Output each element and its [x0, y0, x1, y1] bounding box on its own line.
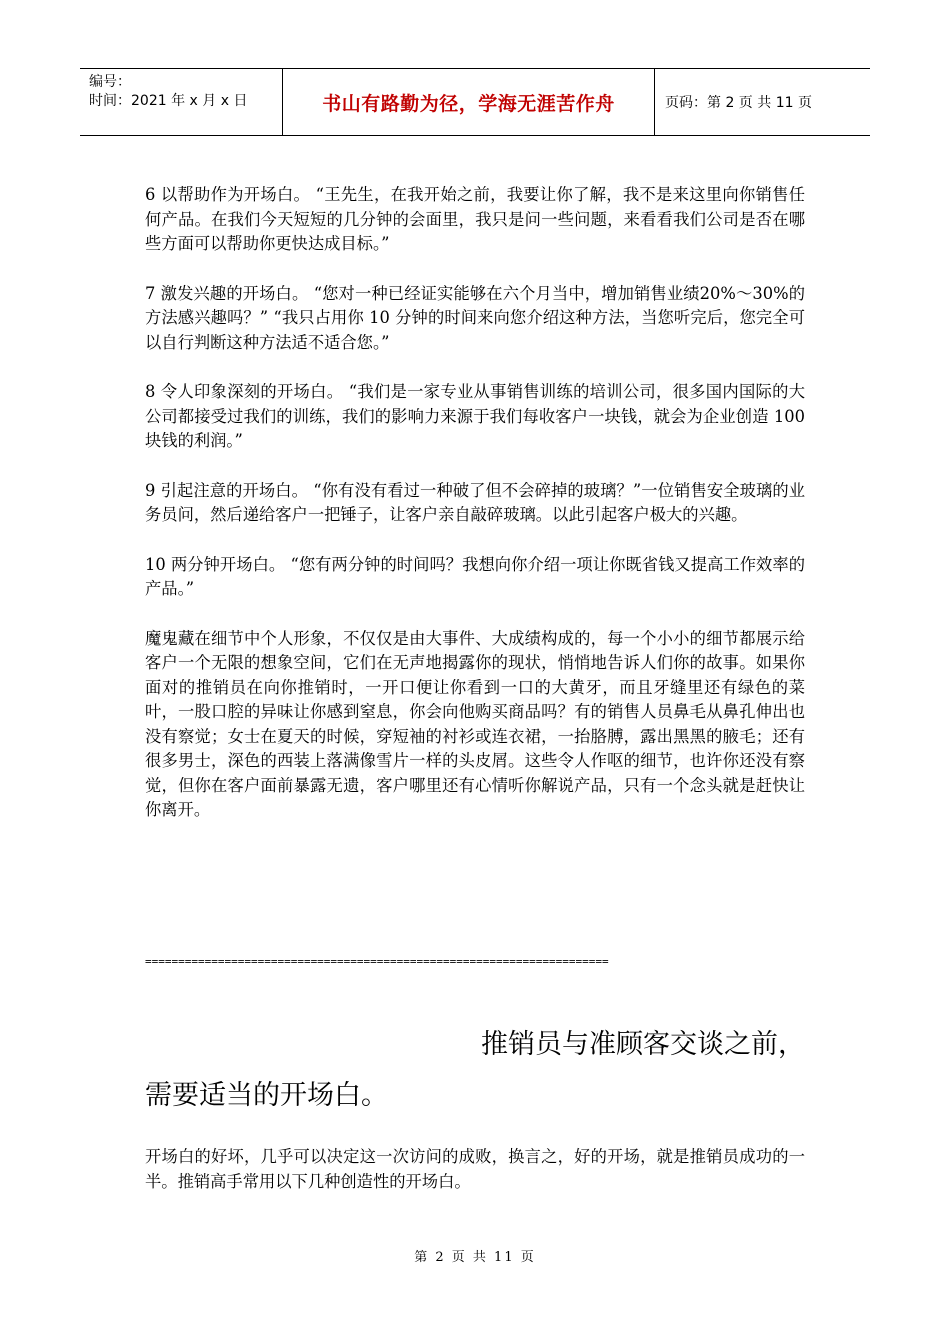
heading-line-2: 需要适当的开场白。	[145, 1080, 388, 1111]
main-content	[145, 183, 805, 848]
page-footer: 第 2 页 共 11 页	[414, 1250, 536, 1265]
paragraph-6: 6 以帮助作为开场白。 “王先生，在我开始之前，我要让你了解，我不是来这里向你销售任何产品。在我们今天短短的几分钟的会面里，我只是问一些问题，来看看我们公司是否在哪些方面可以帮助你更快达成目标。”	[145, 185, 805, 253]
paragraph-7: 7 激发兴趣的开场白。 “您对一种已经证实能够在六个月当中，增加销售业绩20%～30%的方法感兴趣吗？” “我只占用你 10 分钟的时间来向您介绍这种方法，当您听完后，您完全可以自行判断这种方法适不适合您。”	[145, 283, 805, 352]
header-motto: 书山有路勤为径，学海无涯苦作舟	[283, 69, 655, 135]
page-header	[80, 68, 870, 136]
number-label: 编号：	[89, 74, 131, 90]
paragraph-10: 10 两分钟开场白。 “您有两分钟的时间吗？我想向你介绍一项让你既省钱又提高工作效率的产品。”	[145, 554, 805, 598]
heading-line-1: 推销员与准顾客交谈之前，	[481, 1029, 805, 1060]
closing-paragraph: 开场白的好坏，几乎可以决定这一次访问的成败，换言之，好的开场，就是推销员成功的一半。推销高手常用以下几种创造性的开场白。	[145, 1147, 805, 1191]
paragraph-details: 魔鬼藏在细节中个人形象，不仅仅是由大事件、大成绩构成的，每一个小小的细节都展示给客户一个无限的想象空间，它们在无声地揭露你的现状，悄悄地告诉人们你的故事。如果你面对的推销员在向你推销时，一开口便让你看到一口的大黄牙，而且牙缝里还有绿色的菜叶，一股口腔的异味让你感到窒息，你会向他购买商品吗？有的销售人员鼻毛从鼻孔伸出也没有察觉；女士在夏天的时候，穿短袖的衬衫或连衣裙，一抬胳膊，露出黑黑的腋毛；还有很多男士，深色的西装上落满像雪片一样的头皮屑。这些令人作呕的细节，也许你还没有察觉，但你在客户面前暴露无遗，客户哪里还有心情听你解说产品，只有一个念头就是赶快让你离开。	[145, 628, 805, 819]
paragraph-8: 8 令人印象深刻的开场白。 “我们是一家专业从事销售训练的培训公司，很多国内国际的大公司都接受过我们的训练，我们的影响力来源于我们每收客户一块钱，就会为企业创造 100 块钱的利润。”	[145, 382, 805, 450]
header-page-label: 页码：第 2 页 共 11 页	[665, 95, 812, 111]
header-meta	[80, 69, 283, 135]
time-label: 时间：2021 年 x 月 x 日	[89, 93, 248, 109]
separator-line: ======================================================================	[145, 955, 609, 968]
paragraph-9: 9 引起注意的开场白。 “你有没有看过一种破了但不会碎掉的玻璃？”一位销售安全玻璃的业务员问，然后递给客户一把锤子，让客户亲自敲碎玻璃。以此引起客户极大的兴趣。	[145, 480, 805, 524]
